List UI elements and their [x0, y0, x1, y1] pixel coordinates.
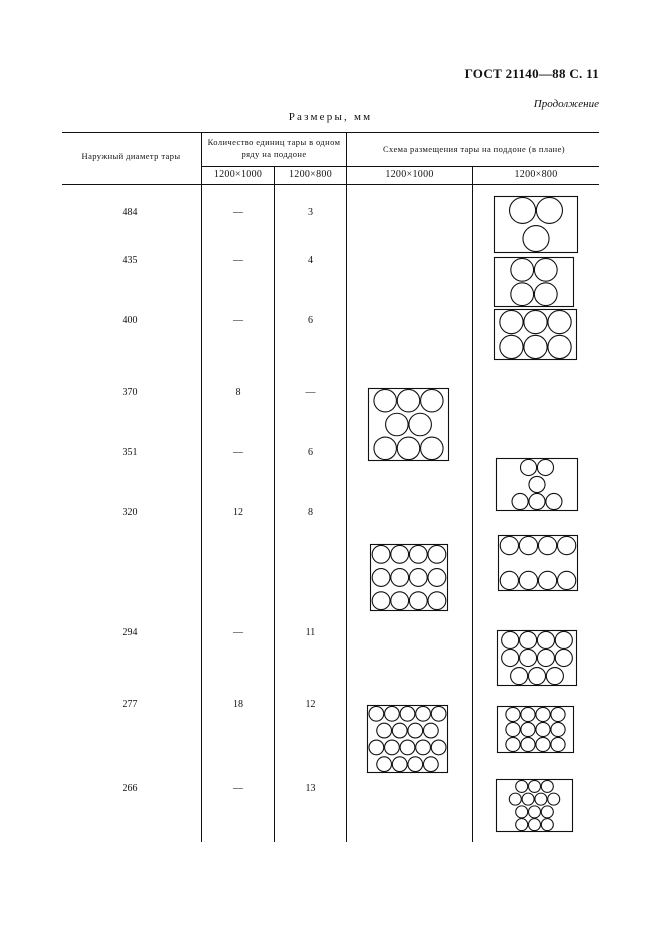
cell-count-1200x1000: —	[233, 207, 243, 218]
container-circle	[374, 437, 397, 460]
column-rule-3	[346, 132, 347, 842]
container-circle	[557, 571, 575, 589]
container-circle	[511, 283, 534, 306]
subheader-top-rule	[201, 166, 599, 167]
cell-count-1200x1000: —	[233, 255, 243, 266]
container-circle	[521, 737, 535, 751]
container-circle	[372, 592, 390, 610]
container-circle	[546, 493, 562, 509]
container-circle	[409, 592, 427, 610]
container-circle	[500, 335, 523, 358]
subheader-schema-1200x1000: 1200×1000	[385, 169, 434, 180]
cell-count-1200x800: 13	[305, 783, 316, 794]
container-circle	[537, 631, 554, 648]
schema-277-1200x800	[497, 706, 574, 753]
header-bottom-rule	[62, 184, 599, 185]
container-circle	[551, 722, 565, 736]
container-circle	[506, 707, 520, 721]
container-circle	[408, 757, 423, 772]
container-circle	[421, 389, 444, 412]
schema-400-1200x800	[494, 309, 577, 360]
container-circle	[537, 649, 554, 666]
container-circle	[372, 569, 390, 587]
container-circle	[538, 536, 556, 554]
cell-count-1200x800: 6	[308, 447, 313, 458]
cell-count-1200x1000: 18	[233, 699, 243, 710]
schema-484-1200x800	[494, 196, 578, 253]
container-circle	[523, 226, 549, 252]
container-circle	[502, 649, 519, 666]
container-circle	[374, 389, 397, 412]
container-circle	[534, 283, 557, 306]
col-header-diameter: Наружный диаметр тары	[81, 151, 181, 161]
container-circle	[431, 706, 446, 721]
container-circle	[528, 668, 545, 685]
container-circle	[421, 437, 444, 460]
container-circle	[519, 536, 537, 554]
container-circle	[409, 413, 432, 436]
container-circle	[506, 722, 520, 736]
cell-diameter: 266	[122, 783, 138, 794]
container-circle	[377, 757, 392, 772]
schema-370-1200x1000	[368, 388, 449, 461]
container-circle	[520, 649, 537, 666]
container-circle	[369, 740, 384, 755]
container-circle	[521, 722, 535, 736]
container-circle	[509, 793, 521, 805]
container-circle	[524, 310, 547, 333]
container-circle	[423, 723, 438, 738]
subheader-schema-1200x800: 1200×800	[514, 169, 558, 180]
container-circle	[529, 493, 545, 509]
container-circle	[416, 706, 431, 721]
container-circle	[511, 668, 528, 685]
container-circle	[428, 569, 446, 587]
container-circle	[524, 335, 547, 358]
container-circle	[428, 592, 446, 610]
container-circle	[529, 806, 541, 818]
container-circle	[400, 740, 415, 755]
cell-diameter: 294	[122, 627, 138, 638]
container-circle	[516, 819, 528, 831]
column-rule-2	[274, 166, 275, 842]
cell-diameter: 351	[122, 447, 138, 458]
container-circle	[536, 197, 562, 223]
container-circle	[551, 707, 565, 721]
schema-320-1200x800	[498, 535, 578, 591]
schema-266-1200x800	[496, 779, 573, 832]
cell-diameter: 370	[122, 387, 138, 398]
container-circle	[548, 335, 571, 358]
container-circle	[512, 493, 528, 509]
container-circle	[423, 757, 438, 772]
container-circle	[520, 631, 537, 648]
container-circle	[529, 819, 541, 831]
cell-diameter: 400	[122, 315, 138, 326]
cell-count-1200x800: 8	[308, 507, 313, 518]
container-circle	[409, 545, 427, 563]
container-circle	[536, 707, 550, 721]
container-circle	[522, 793, 534, 805]
container-circle	[506, 737, 520, 751]
container-circle	[377, 723, 392, 738]
container-circle	[546, 668, 563, 685]
container-circle	[391, 592, 409, 610]
container-circle	[385, 740, 400, 755]
container-circle	[391, 545, 409, 563]
container-circle	[548, 793, 560, 805]
container-circle	[372, 545, 390, 563]
container-circle	[428, 545, 446, 563]
container-circle	[521, 707, 535, 721]
container-circle	[548, 310, 571, 333]
subheader-count-1200x1000: 1200×1000	[213, 169, 263, 180]
container-circle	[555, 649, 572, 666]
container-circle	[409, 569, 427, 587]
cell-count-1200x800: 4	[308, 255, 313, 266]
container-circle	[369, 706, 384, 721]
cell-count-1200x800: 3	[308, 207, 313, 218]
cell-diameter: 320	[122, 507, 138, 518]
container-circle	[385, 706, 400, 721]
container-circle	[511, 258, 534, 281]
container-circle	[500, 310, 523, 333]
cell-count-1200x800: 6	[308, 315, 313, 326]
container-circle	[392, 757, 407, 772]
container-circle	[502, 631, 519, 648]
cell-count-1200x800: 12	[305, 699, 316, 710]
container-circle	[510, 197, 536, 223]
container-circle	[516, 780, 528, 792]
cell-diameter: 435	[122, 255, 138, 266]
container-circle	[551, 737, 565, 751]
container-circle	[541, 819, 553, 831]
container-circle	[408, 723, 423, 738]
container-circle	[537, 459, 553, 475]
column-rule-1	[201, 132, 202, 842]
page-header: ГОСТ 21140—88 С. 11	[464, 66, 599, 81]
schema-277-1200x1000	[367, 705, 448, 773]
container-circle	[392, 723, 407, 738]
cell-diameter: 277	[122, 699, 138, 710]
schema-294-1200x800	[497, 630, 577, 686]
container-circle	[520, 459, 536, 475]
continuation-label: Продолжение	[533, 98, 599, 110]
schema-435-1200x800	[494, 257, 574, 307]
column-rule-4	[472, 166, 473, 842]
container-circle	[416, 740, 431, 755]
container-circle	[397, 389, 420, 412]
container-circle	[535, 793, 547, 805]
subheader-count-1200x800: 1200×800	[288, 169, 333, 180]
cell-count-1200x800: 11	[305, 627, 316, 638]
container-circle	[391, 569, 409, 587]
container-circle	[541, 780, 553, 792]
container-circle	[557, 536, 575, 554]
schema-351-1200x800	[496, 458, 578, 511]
cell-count-1200x1000: —	[233, 783, 243, 794]
col-header-count: Количество единиц тары в одном ряду на поддоне	[207, 137, 341, 159]
table-title: Размеры, мм	[288, 111, 373, 123]
container-circle	[529, 780, 541, 792]
container-circle	[529, 476, 545, 492]
cell-diameter: 484	[122, 207, 138, 218]
schema-320-1200x1000	[370, 544, 448, 611]
container-circle	[397, 437, 420, 460]
container-circle	[519, 571, 537, 589]
container-circle	[536, 722, 550, 736]
container-circle	[431, 740, 446, 755]
cell-count-1200x1000: —	[233, 627, 243, 638]
container-circle	[555, 631, 572, 648]
cell-count-1200x1000: —	[233, 447, 243, 458]
pallet-outline	[495, 258, 574, 307]
container-circle	[516, 806, 528, 818]
container-circle	[400, 706, 415, 721]
container-circle	[500, 536, 518, 554]
container-circle	[536, 737, 550, 751]
container-circle	[386, 413, 409, 436]
cell-count-1200x1000: 12	[233, 507, 243, 518]
col-header-schema: Схема размещения тары на поддоне (в плане)	[382, 144, 566, 154]
container-circle	[541, 806, 553, 818]
container-circle	[538, 571, 556, 589]
container-circle	[534, 258, 557, 281]
container-circle	[500, 571, 518, 589]
table-top-rule	[62, 132, 599, 133]
cell-count-1200x1000: 8	[235, 387, 241, 398]
cell-count-1200x800: —	[305, 387, 316, 398]
cell-count-1200x1000: —	[233, 315, 243, 326]
